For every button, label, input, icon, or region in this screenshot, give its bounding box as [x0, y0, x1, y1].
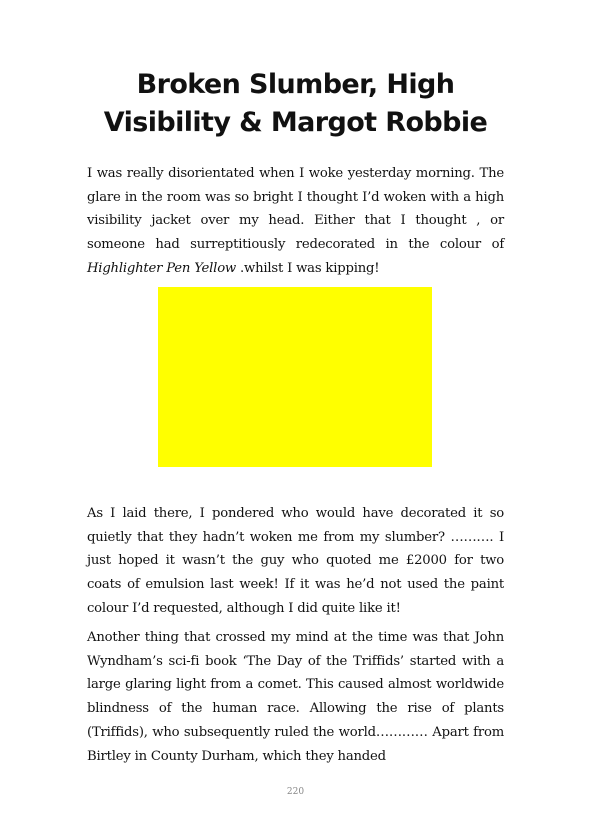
paragraph-1-text-end: .whilst I was kipping! [236, 260, 380, 276]
paragraph-1 [87, 162, 504, 281]
page-number: 220 [286, 787, 305, 797]
paragraph-3: Another thing that crossed my mind at the time was that John Wyndham’s sci-fi book ‘The Day of the Triffids’ started with a large glaring light from a comet. This caused almost worldwide blindness of the human race. Allowing the rise of plants (Triffids), who subsequently ruled the world………… Apart from Birtley in County Durham, which they handed [87, 630, 504, 764]
chapter-title [60, 66, 531, 142]
paragraph-2: As I laid there, I pondered who would have decorated it so quietly that they hadn’t woken me from my slumber? ………. I just hoped it wasn’t the guy who quoted me £2000 for two coats of emulsion last week! If it was he’d not used the paint colour I’d requested, although I did quite like it! [87, 506, 504, 616]
chapter-title-line-2: Visibility & Margot Robbie [103, 107, 488, 138]
paragraph-1-text-start: I was really disorientated when I woke yesterday morning. The glare in the room was so bright I thought I’d woken with a high visibility jacket over my head. Either that I thought , or someone had surreptitiously redecorated in the colour of [87, 166, 504, 253]
yellow-image [158, 287, 432, 467]
highlighter-pen-yellow-text: Highlighter Pen Yellow [87, 260, 237, 276]
chapter-title-line-1: Broken Slumber, High [136, 69, 455, 100]
